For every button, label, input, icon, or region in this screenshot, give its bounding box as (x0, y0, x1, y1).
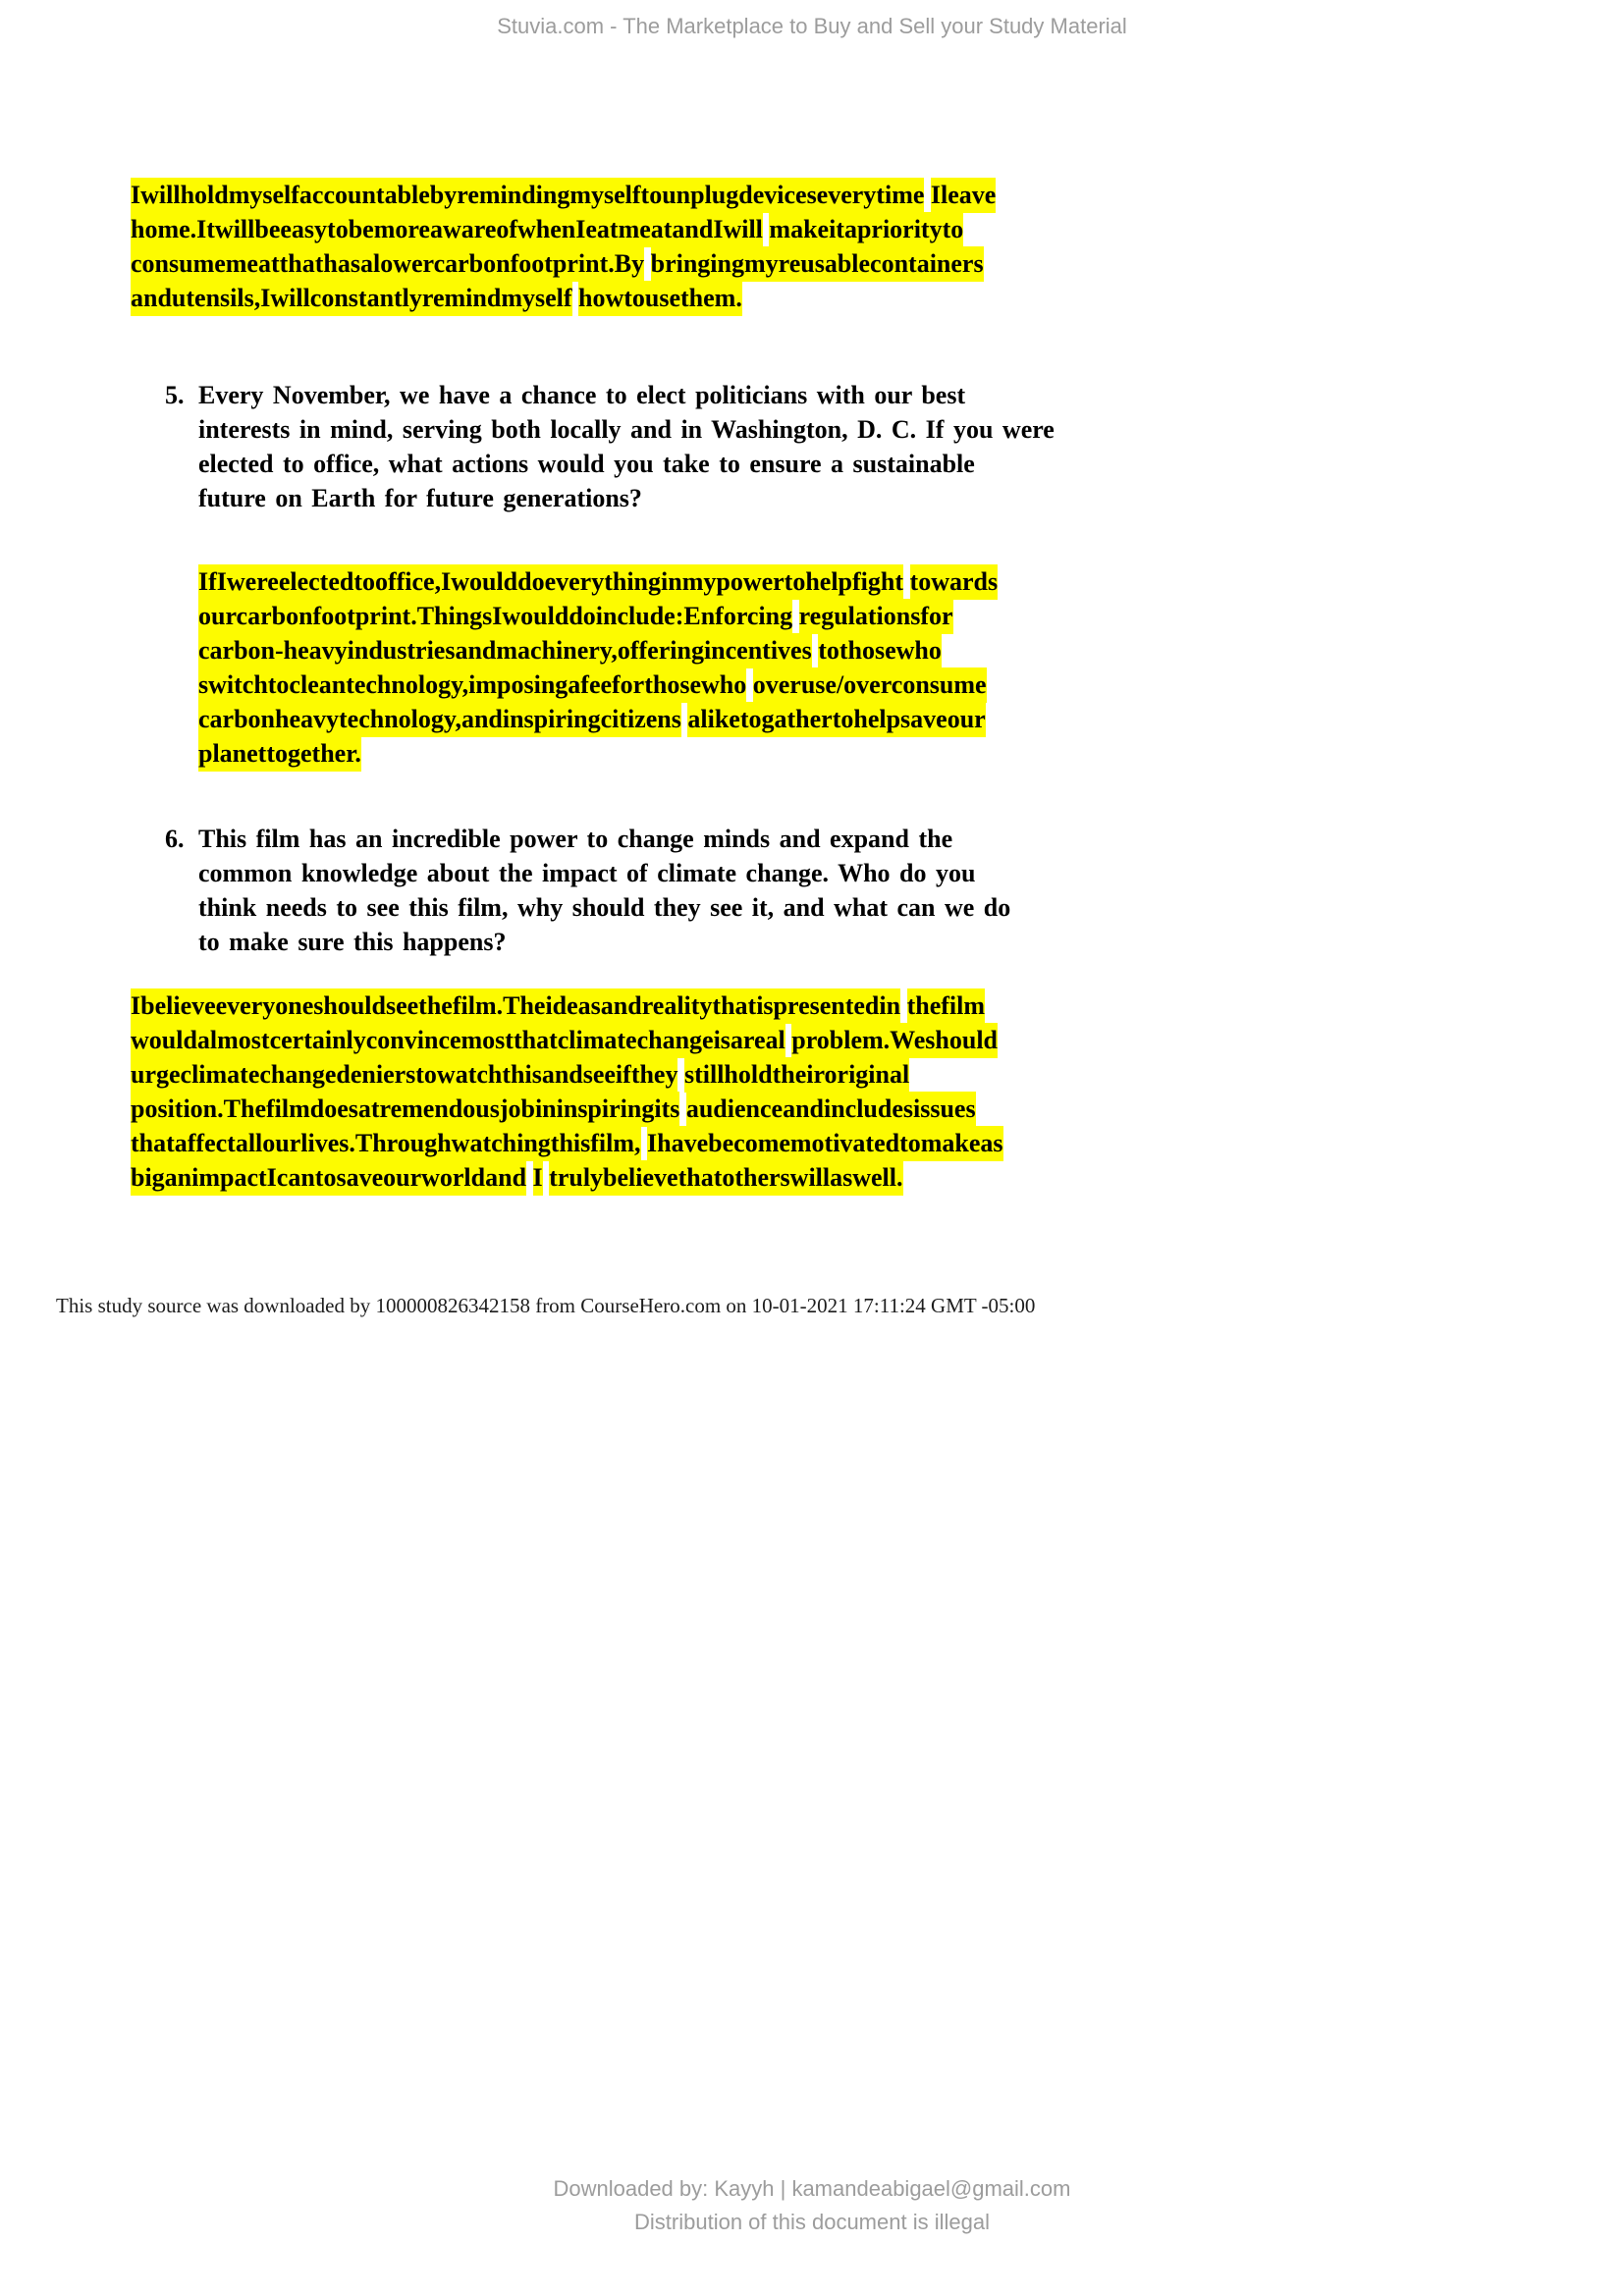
question-number: 5. (165, 381, 185, 409)
highlighted-text: urgeclimatechangedenierstowatchthisandseeifthey (131, 1057, 677, 1093)
highlighted-text: I (533, 1160, 543, 1196)
question-item (165, 822, 1525, 959)
source-attribution-line: This study source was downloaded by 100000826342158 from CourseHero.com on 10-01-2021 17:11:24 GMT -05:00 (56, 1294, 1036, 1317)
highlighted-text: carbonheavytechnology,andinspiringcitizens (198, 702, 681, 737)
answer-line (198, 667, 1525, 702)
question-line: think needs to see this film, why should they see it, and what can we do (198, 893, 1011, 922)
plain-text (792, 602, 799, 630)
highlighted-text: switchtocleantechnology,imposingafeeforthosewho (198, 667, 746, 703)
answer-line (198, 633, 1525, 667)
answer-line (198, 702, 1525, 736)
page-footer (0, 2172, 1624, 2239)
highlighted-text: planettogether. (198, 736, 361, 772)
plain-text (644, 249, 651, 278)
question-number: 6. (165, 825, 185, 853)
highlighted-text: carbon-heavyindustriesandmachinery,offeringincentives (198, 633, 812, 668)
answer-line (198, 564, 1525, 599)
question-line: 6. This film has an incredible power to change minds and expand the (198, 822, 1525, 856)
highlighted-text: andutensils,Iwillconstantlyremindmyself (131, 281, 572, 316)
answer-line (131, 178, 1525, 212)
question-line: interests in mind, serving both locally and in Washington, D. C. If you were (198, 415, 1055, 444)
answer-line (131, 1160, 1525, 1195)
highlighted-text: Iwillholdmyselfaccountablebyremindingmyselftounplugdeviceseverytime (131, 178, 924, 213)
highlighted-text: bringingmyreusablecontainers (651, 246, 984, 282)
highlighted-text: regulationsfor (799, 599, 953, 634)
highlighted-text: tothosewho (818, 633, 942, 668)
plain-text (924, 181, 931, 209)
answer-line (131, 1092, 1525, 1126)
plain-text (679, 1095, 686, 1123)
highlighted-text: thefilm (907, 988, 985, 1024)
answer-line (131, 246, 1525, 281)
plain-text (677, 1060, 684, 1089)
question-line: elected to office, what actions would you take to ensure a sustainable (198, 450, 975, 478)
highlighted-text: audienceandincludesissues (686, 1092, 976, 1127)
answer-line (131, 988, 1525, 1023)
highlighted-text: Ibelieveeveryoneshouldseethefilm.Theideasandrealitythatispresentedin (131, 988, 900, 1024)
question-line: 5. Every November, we have a chance to elect politicians with our best (198, 378, 1525, 412)
highlighted-text: Ileave (931, 178, 996, 213)
highlighted-text: aliketogathertohelpsaveour (687, 702, 985, 737)
highlighted-text: IfIwereelectedtooffice,Iwoulddoeverythinginmypowertohelpfight (198, 564, 903, 600)
question-line: to make sure this happens? (198, 928, 507, 956)
plain-text (746, 670, 753, 699)
highlighted-text: consumemeatthathasalowercarbonfootprint.By (131, 246, 644, 282)
answer-paragraph (198, 564, 1525, 771)
answer-line (198, 736, 1525, 771)
answer-line (131, 212, 1525, 246)
highlighted-text: wouldalmostcertainlyconvincemostthatclimatechangeisareal (131, 1023, 785, 1058)
highlighted-text: thataffectallourlives.Throughwatchingthisfilm, (131, 1126, 641, 1161)
highlighted-text: Ihavebecomemotivatedtomakeas (647, 1126, 1003, 1161)
highlighted-text: ourcarbonfootprint.ThingsIwoulddoinclude:Enforcing (198, 599, 792, 634)
highlighted-text: makeitapriorityto (769, 212, 963, 247)
answer-line (131, 1057, 1525, 1092)
question-line: future on Earth for future generations? (198, 484, 642, 512)
site-header: Stuvia.com - The Marketplace to Buy and Sell your Study Material (497, 14, 1127, 38)
highlighted-text: trulybelievethatotherswillaswell. (549, 1160, 902, 1196)
answer-line (131, 1126, 1525, 1160)
answer-paragraph (131, 988, 1525, 1195)
distribution-warning-line: Distribution of this document is illegal (634, 2210, 990, 2234)
plain-text (526, 1163, 533, 1192)
highlighted-text: overuse/overconsume (753, 667, 987, 703)
answer-line (131, 1023, 1525, 1057)
highlighted-text: towards (910, 564, 999, 600)
question-line: common knowledge about the impact of climate change. Who do you (198, 859, 976, 887)
highlighted-text: biganimpactIcantosaveourworldand (131, 1160, 526, 1196)
highlighted-text: home.ItwillbeeasytobemoreawareofwhenIeatmeatandIwill (131, 212, 763, 247)
plain-text (900, 991, 907, 1020)
highlighted-text: howtousethem. (578, 281, 742, 316)
answer-paragraph (131, 178, 1525, 315)
highlighted-text: stillholdtheiroriginal (684, 1057, 909, 1093)
plain-text (903, 567, 910, 596)
document-body (131, 178, 1525, 1195)
question-item (165, 378, 1525, 515)
answer-line (131, 281, 1525, 315)
highlighted-text: problem.Weshould (791, 1023, 998, 1058)
highlighted-text: position.Thefilmdoesatremendousjobininspiringits (131, 1092, 679, 1127)
downloaded-by-line: Downloaded by: Kayyh | kamandeabigael@gmail.com (553, 2176, 1071, 2201)
answer-line (198, 599, 1525, 633)
